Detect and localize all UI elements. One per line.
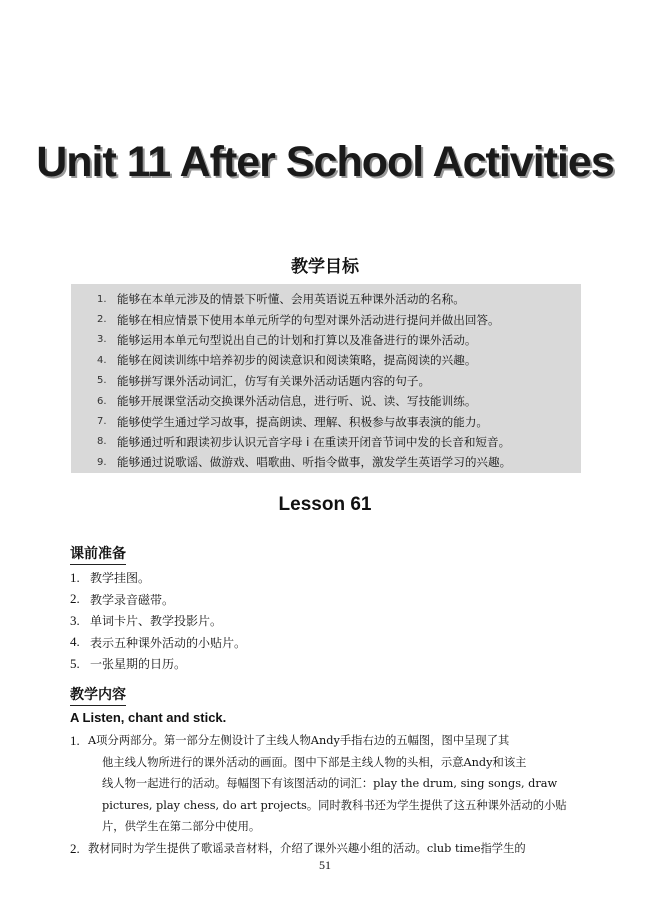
- section-a-heading: A Listen, chant and stick.: [70, 710, 227, 725]
- paragraph-number: 1.: [70, 733, 80, 748]
- objective-text: 能够在相应情景下使用本单元所学的句型对课外活动进行提问并做出回答。: [117, 312, 500, 327]
- list-item: [70, 567, 246, 589]
- list-item-text: 教学录音磁带。: [90, 592, 175, 607]
- page-number: 51: [319, 858, 331, 872]
- objective-text: 能够开展课堂活动交换课外活动信息，进行听、说、读、写技能训练。: [117, 394, 477, 409]
- objective-number: 4.: [97, 354, 107, 366]
- objective-text: 能够通过说歌谣、做游戏、唱歌曲、听指令做事，激发学生英语学习的兴趣。: [117, 455, 512, 470]
- objectives-box: [71, 284, 581, 473]
- objective-number: 7.: [97, 416, 107, 428]
- paragraph-line: 片，供学生在第二部分中使用。: [102, 820, 261, 834]
- objective-number: 6.: [97, 395, 107, 407]
- paragraph-text: [70, 730, 585, 838]
- paragraph-1: [70, 730, 585, 838]
- objective-item: [97, 350, 581, 370]
- paragraph-2: [70, 838, 585, 860]
- objective-item: [97, 452, 581, 472]
- preparation-list: [70, 567, 246, 675]
- objective-item: [97, 309, 581, 329]
- objective-item: [97, 411, 581, 431]
- objectives-heading: 教学目标: [291, 257, 359, 277]
- objective-item: [97, 330, 581, 350]
- objective-text: 能够运用本单元句型说出自己的计划和打算以及准备进行的课外活动。: [117, 332, 477, 347]
- list-item-number: 3.: [70, 612, 80, 628]
- unit-title: Unit 11 After School Activities: [36, 138, 614, 186]
- objective-number: 8.: [97, 436, 107, 448]
- objective-text: 能够通过听和跟读初步认识元音字母 i 在重读开闭音节词中发的长音和短音。: [117, 434, 511, 449]
- objective-item: [97, 432, 581, 452]
- objective-number: 9.: [97, 456, 107, 468]
- list-item-text: 一张星期的日历。: [90, 657, 187, 672]
- paragraph-line: A项分两部分。第一部分左侧设计了主线人物Andy手指右边的五幅图，图中呈现了其: [88, 734, 510, 747]
- list-item-number: 5.: [70, 655, 80, 671]
- paragraph-line: 线人物一起进行的活动。每幅图下有该图活动的词汇：play the drum, sing songs, draw: [102, 777, 558, 791]
- paragraph-text: [70, 838, 585, 860]
- list-item: [70, 632, 246, 654]
- preparation-heading: 课前准备: [70, 545, 126, 565]
- lesson-title: Lesson 61: [278, 494, 372, 515]
- list-item-text: 单词卡片、教学投影片。: [90, 614, 223, 629]
- paragraph-line: pictures, play chess, do art projects。同时教科书还为学生提供了这五种课外活动的小贴: [102, 798, 567, 812]
- list-item-text: 教学挂图。: [90, 571, 151, 586]
- objective-number: 2.: [97, 314, 107, 326]
- list-item: [70, 589, 246, 611]
- objective-text: 能够在本单元涉及的情景下听懂、会用英语说五种课外活动的名称。: [117, 292, 465, 307]
- paragraph-number: 2.: [70, 841, 80, 856]
- content-heading: 教学内容: [70, 686, 126, 706]
- objective-text: 能够使学生通过学习故事，提高朗读、理解、积极参与故事表演的能力。: [117, 414, 489, 429]
- objective-item: [97, 371, 581, 391]
- objective-text: 能够拼写课外活动词汇，仿写有关课外活动话题内容的句子。: [117, 373, 431, 388]
- objective-text: 能够在阅读训练中培养初步的阅读意识和阅读策略，提高阅读的兴趣。: [117, 353, 477, 368]
- list-item-number: 4.: [70, 634, 80, 650]
- list-item-number: 2.: [70, 591, 80, 607]
- objective-number: 5.: [97, 375, 107, 387]
- paragraph-line: 教材同时为学生提供了歌谣录音材料，介绍了课外兴趣小组的活动。club time指学生的: [88, 842, 526, 855]
- objective-number: 1.: [97, 293, 107, 305]
- list-item-text: 表示五种课外活动的小贴片。: [90, 635, 247, 650]
- objective-item: [97, 289, 581, 309]
- list-item: [70, 653, 246, 675]
- list-item-number: 1.: [70, 569, 80, 585]
- objective-item: [97, 391, 581, 411]
- objective-number: 3.: [97, 334, 107, 346]
- paragraph-line: 他主线人物所进行的课外活动的画面。图中下部是主线人物的头相，示意Andy和该主: [102, 755, 527, 769]
- list-item: [70, 610, 246, 632]
